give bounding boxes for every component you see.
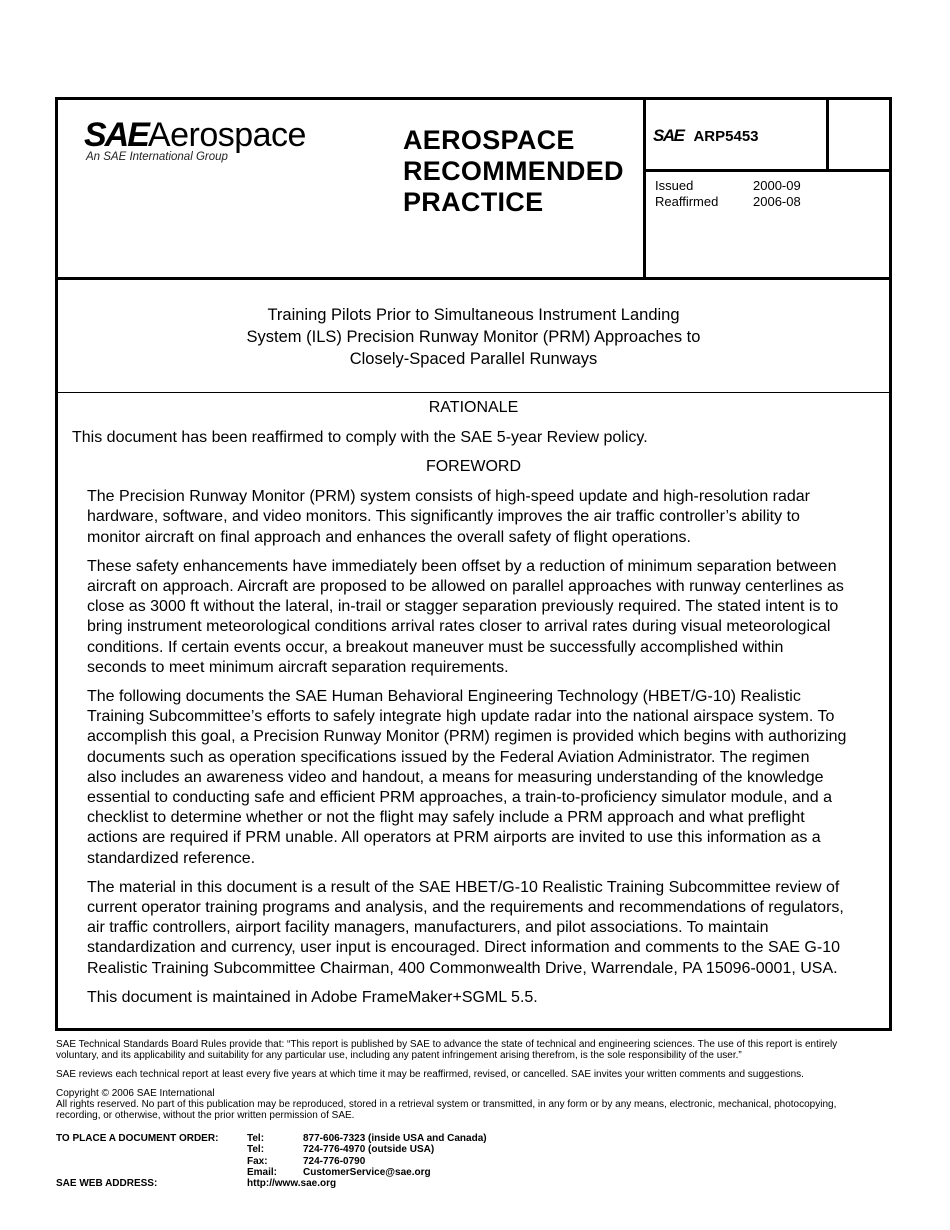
contact-value: 877-606-7323 (inside USA and Canada)	[303, 1133, 487, 1144]
order-row	[56, 1144, 901, 1155]
paragraph-line: accomplish this goal, a Precision Runway Monitor (PRM) regimen is provided which begins with authorizing	[87, 728, 847, 746]
date-value: 2006-08	[753, 194, 801, 209]
board-rules-line: voluntary, and its applicability and suitability for any particular use, including any patent infringement arising therefrom, is the sole responsibility of the user.”	[56, 1050, 742, 1061]
paragraph-line: seconds to meet minimum aircraft separation requirements.	[87, 658, 509, 676]
paragraph-line: This document is maintained in Adobe FrameMaker+SGML 5.5.	[87, 988, 538, 1006]
board-rules-line: SAE Technical Standards Board Rules provide that: “This report is published by SAE to advance the state of technical and engineering sciences. The use of this report is entirely	[56, 1039, 838, 1050]
contact-label: Email:	[247, 1166, 278, 1178]
order-info	[56, 1133, 901, 1189]
paragraph-line: air traffic controllers, airport facility managers, manufacturers, and pilot associations. To maintain	[87, 919, 769, 937]
order-row	[56, 1167, 901, 1178]
date-row	[655, 178, 801, 194]
contact-label: Tel:	[247, 1133, 265, 1144]
foreword-paragraph	[87, 557, 889, 678]
order-row	[56, 1178, 901, 1189]
paragraph-line: aircraft on approach. Aircraft are proposed to be allowed on parallel approaches with runway centerlines as	[87, 578, 844, 596]
paragraph-line: monitor aircraft on final approach and enhances the overall safety of flight operations.	[87, 528, 691, 546]
document-title-box	[58, 280, 889, 393]
header-divider	[643, 100, 646, 278]
paragraph-line: checklist to determine whether or not the flight may safely include a PRM approach and what preflight	[87, 809, 805, 827]
document-type-line: PRACTICE	[403, 187, 544, 217]
paragraph-line: close as 3000 ft without the lateral, in-trail or stagger separation previously required. The stated intent is to	[87, 598, 839, 616]
paragraph-line: The material in this document is a result of the SAE HBET/G-10 Realistic Training Subcommittee review of	[87, 878, 840, 896]
foreword-paragraph	[87, 487, 889, 548]
order-row	[56, 1133, 901, 1144]
foreword-body	[87, 487, 889, 1008]
paragraph-line: Training Subcommittee’s efforts to safely integrate high update radar into the national airspace system. To	[87, 708, 835, 726]
copyright-notice	[56, 1088, 901, 1121]
foreword-paragraph	[87, 988, 889, 1008]
paragraph-line: bring instrument meteorological conditions arrival rates closer to arrival rates during visual meteorological	[87, 618, 831, 636]
title-line: Closely-Spaced Parallel Runways	[349, 350, 598, 368]
paragraph-line: standardized reference.	[87, 849, 256, 867]
rationale-heading: RATIONALE	[428, 399, 519, 416]
document-number-block	[653, 126, 759, 146]
paragraph-line: hardware, software, and video monitors. This significantly improves the air traffic controller’s ability to	[87, 508, 800, 526]
logo-brand: SAE	[84, 116, 148, 154]
document-type-line: AEROSPACE	[403, 125, 575, 155]
paragraph-line: The following documents the SAE Human Behavioral Engineering Technology (HBET/G-10) Realistic	[87, 688, 801, 706]
document-frame	[55, 97, 892, 1031]
logo-name: Aerospace	[147, 116, 306, 154]
date-row	[655, 194, 801, 210]
paragraph-line: Realistic Training Subcommittee Chairman, 400 Commonwealth Drive, Warrendale, PA 15096-0001, USA.	[87, 959, 838, 977]
board-rules	[56, 1039, 901, 1061]
title-line: Training Pilots Prior to Simultaneous Instrument Landing	[267, 306, 680, 324]
header-divider	[646, 169, 892, 172]
order-row	[56, 1156, 901, 1167]
document-number: ARP5453	[693, 127, 759, 145]
rationale-text: This document has been reaffirmed to comply with the SAE 5-year Review policy.	[72, 429, 648, 446]
contact-label: Tel:	[247, 1144, 265, 1156]
email-link[interactable]: CustomerService@sae.org	[303, 1166, 431, 1178]
paragraph-line: The Precision Runway Monitor (PRM) system consists of high-speed update and high-resolution radar	[87, 488, 811, 506]
copyright-line: Copyright © 2006 SAE International	[56, 1088, 215, 1099]
foreword-heading: FOREWORD	[425, 458, 522, 476]
date-label: Reaffirmed	[655, 194, 719, 209]
title-line: System (ILS) Precision Runway Monitor (PRM) Approaches to	[246, 328, 701, 346]
foreword-paragraph	[87, 687, 889, 869]
document-body	[58, 393, 889, 1017]
paragraph-line: essential to conducting safe and efficient PRM approaches, a train-to-proficiency simulator module, and a	[87, 789, 832, 807]
paragraph-line: These safety enhancements have immediately been offset by a reduction of minimum separation between	[87, 557, 837, 575]
paragraph-line: documents such as operation specifications issued by the Federal Aviation Administrator. The regimen	[87, 748, 810, 766]
paragraph-line: actions are required if PRM unable. All operators at PRM airports are invited to use this information as a	[87, 829, 821, 847]
contact-label: Fax:	[247, 1155, 268, 1167]
document-footer	[56, 1039, 901, 1189]
review-notice: SAE reviews each technical report at least every five years at which time it may be reaffirmed, revised, or cancelled. SAE invites your written comments and suggestions.	[56, 1069, 804, 1080]
paragraph-line: conditions. If certain events occur, a breakout maneuver must be successfully accomplished within	[87, 638, 784, 656]
document-header	[58, 100, 889, 280]
paragraph-line: also includes an awareness video and handout, a means for measuring understanding of the knowledge	[87, 768, 824, 786]
contact-value: 724-776-0790	[303, 1155, 366, 1167]
copyright-line: All rights reserved. No part of this publication may be reproduced, stored in a retrieval system or transmitted, in any form or by any means, electronic, mechanical, photocopying,	[56, 1099, 837, 1110]
date-label: Issued	[655, 178, 694, 193]
web-label: SAE WEB ADDRESS:	[56, 1178, 158, 1190]
date-value: 2000-09	[753, 178, 801, 193]
foreword-paragraph	[87, 878, 889, 979]
order-label: TO PLACE A DOCUMENT ORDER:	[56, 1133, 219, 1144]
document-dates	[655, 178, 801, 210]
sae-aerospace-logo	[84, 116, 306, 163]
logo-tagline: An SAE International Group	[86, 151, 228, 163]
sae-small-logo: SAE	[653, 126, 684, 145]
paragraph-line: standardization and currency, user input is encouraged. Direct information and comments to the SAE G-10	[87, 939, 840, 957]
copyright-line: recording, or otherwise, without the prior written permission of SAE.	[56, 1110, 355, 1121]
contact-value: 724-776-4970 (outside USA)	[303, 1144, 435, 1156]
header-divider	[826, 100, 829, 170]
document-type	[403, 125, 624, 218]
paragraph-line: current operator training programs and analysis, and the requirements and recommendations of regulators,	[87, 899, 844, 917]
document-title	[58, 304, 889, 370]
document-type-line: RECOMMENDED	[403, 156, 624, 186]
web-address-link[interactable]: http://www.sae.org	[247, 1178, 337, 1190]
